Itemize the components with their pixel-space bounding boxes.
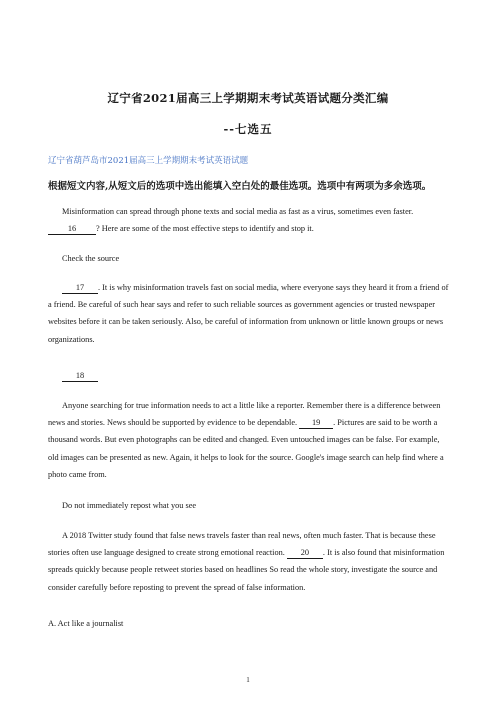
paragraph-2-text: . It is why misinformation travels fast on social media, where everyone says they heard it from a friend of a friend. Be careful of such hear says and refer to such reliable sources as government agencies or trusted newspaper websites before it can be taken seriously. Also, be careful of information from unknown or little known groups or news organizations. [48, 283, 449, 344]
blank-17: 17 [62, 282, 98, 294]
paragraph-reporter [48, 397, 450, 483]
intro-text-1: Misinformation can spread through phone texts and social media as fast as a virus, sometimes even faster. [62, 207, 414, 216]
paragraph-6-text-b: . It is also found that misinformation spreads quickly because people retweet stories based on headlines So read the whole story, investigate the source and consider carefully before reposting to prevent the spread of false information. [48, 548, 445, 592]
page-number: 1 [246, 676, 250, 684]
blank-18: 18 [62, 370, 98, 382]
option-a: A. Act like a journalist [48, 619, 124, 628]
paragraph-twitter-study [48, 527, 450, 596]
blank-19: 19 [299, 417, 333, 429]
section-heading-repost: Do not immediately repost what you see [62, 501, 197, 510]
document-subtitle: --七选五 [223, 122, 273, 136]
section-heading-check-source: Check the source [62, 254, 120, 263]
blank-20: 20 [287, 547, 323, 559]
paragraph-blank-18 [48, 367, 450, 384]
paragraph-check-source [48, 279, 450, 348]
intro-text-2: ? Here are some of the most effective steps to identify and stop it. [96, 224, 314, 234]
source-line: 辽宁省葫芦岛市2021届高三上学期期末考试英语试题 [48, 156, 249, 166]
instruction-text: 根据短文内容,从短文后的选项中选出能填入空白处的最佳选项。选项中有两项为多余选项。 [48, 181, 432, 192]
paragraph-4-text-b: . Pictures are said to be worth a thousand words. But even photographs can be edited and changed. Even untouched images can be false. For example, old images can be presented as new. Again, it helps to look for the source. Google's image search can help find where a photo came from. [48, 418, 444, 479]
document-title: 辽宁省2021届高三上学期期末考试英语试题分类汇编 [107, 91, 389, 105]
blank-16: 16 [48, 223, 96, 235]
intro-paragraph [48, 203, 450, 237]
paragraph-4-text-a: Anyone searching for true information needs to act a little like a reporter. Remember there is a difference between news and stories. News should be supported by evidence to be dependable. [48, 401, 441, 428]
paragraph-6-text-a: A 2018 Twitter study found that false news travels faster than real news, often much faster. That is because these stories often use language designed to create strong emotional reaction. [48, 531, 436, 558]
